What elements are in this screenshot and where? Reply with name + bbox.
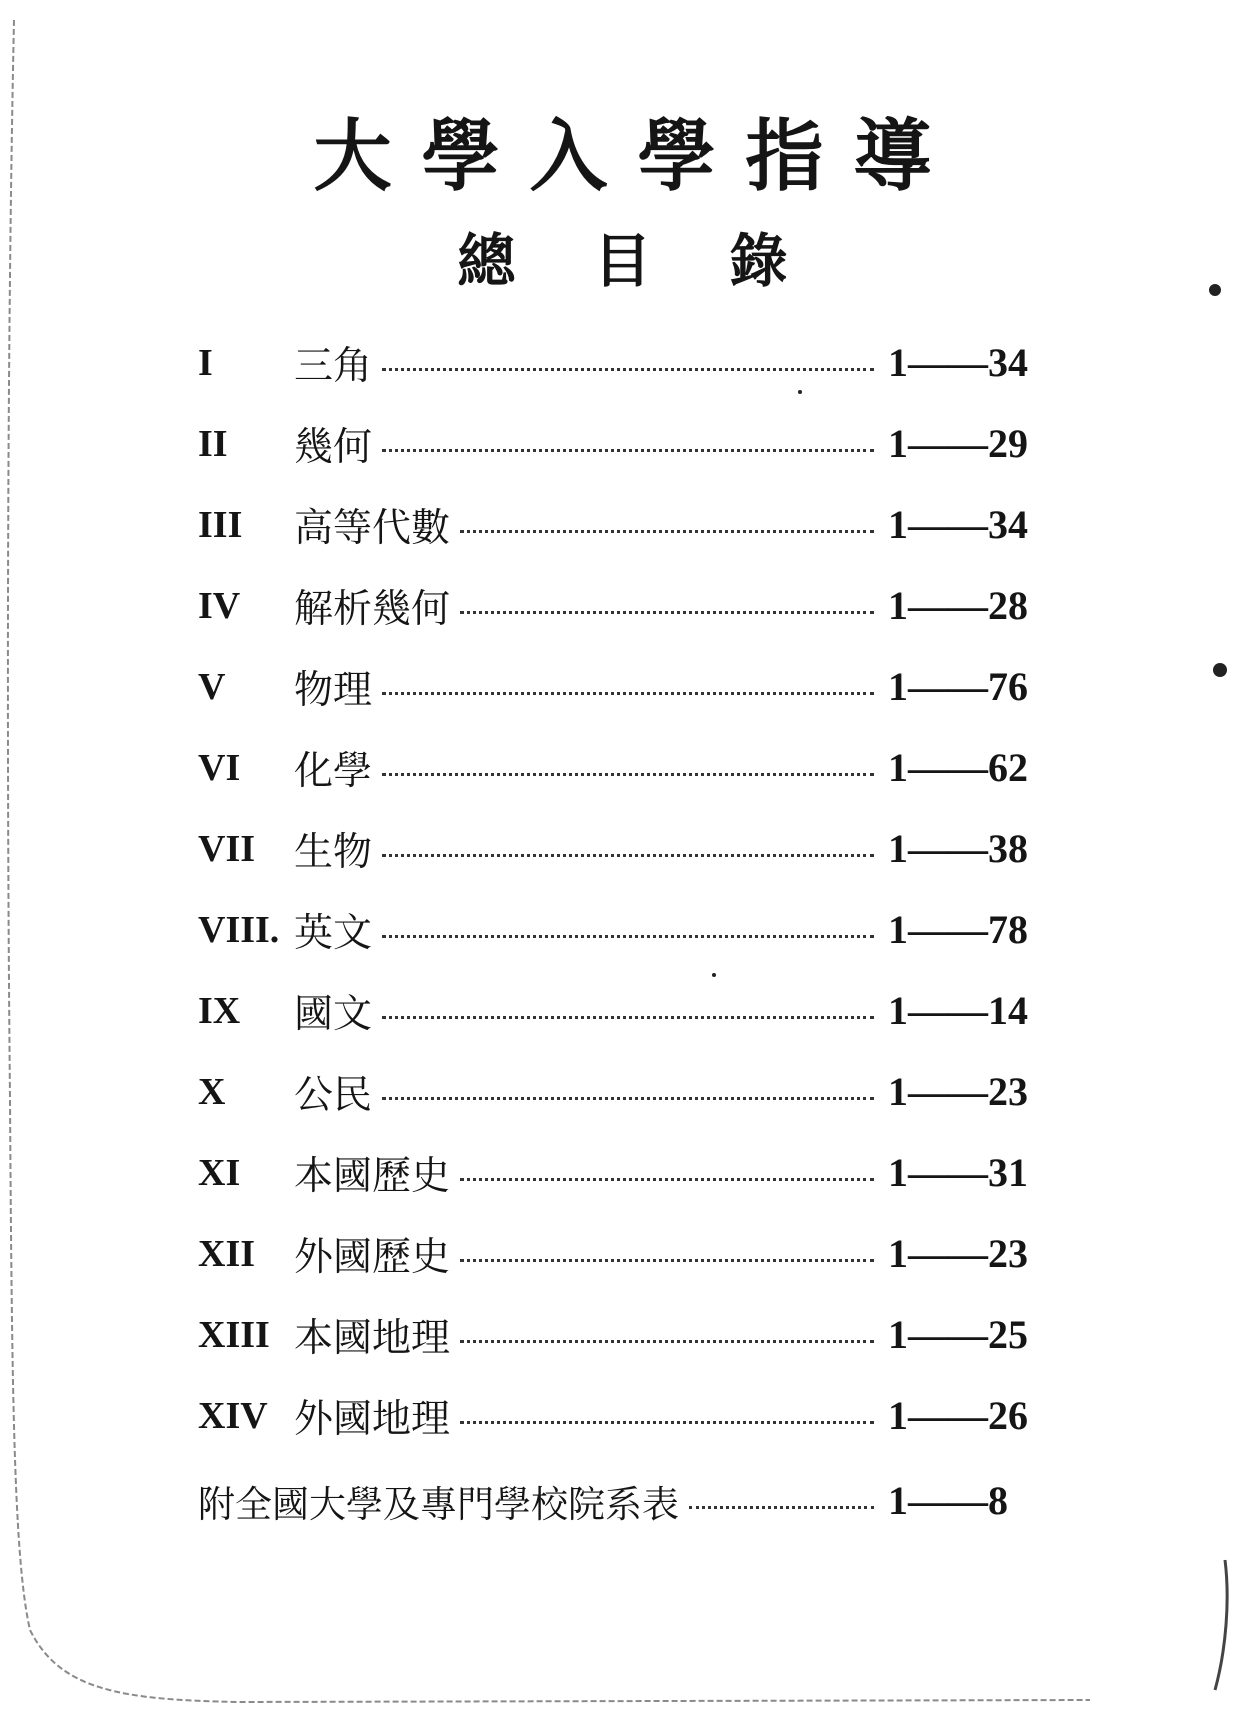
dot-leader bbox=[382, 449, 874, 452]
chapter-subject: 本國歷史 bbox=[294, 1153, 451, 1199]
book-title: 大學入學指導 bbox=[313, 112, 962, 202]
page-range: 1——78 bbox=[888, 907, 1028, 952]
toc-heading: 總目錄 bbox=[457, 227, 866, 295]
dot-leader bbox=[460, 1421, 874, 1424]
chapter-subject: 本國地理 bbox=[294, 1315, 451, 1361]
page-range: 1——23 bbox=[888, 1231, 1028, 1276]
appendix-page-range: 1——8 bbox=[888, 1478, 1008, 1523]
chapter-numeral: XIII bbox=[198, 1313, 270, 1356]
chapter-numeral: I bbox=[198, 341, 213, 384]
dot-leader bbox=[460, 611, 874, 614]
dot-leader bbox=[382, 1097, 874, 1100]
toc-row bbox=[198, 484, 1028, 565]
dot-leader bbox=[460, 1259, 874, 1262]
page-range: 1——25 bbox=[888, 1312, 1028, 1357]
chapter-subject: 生物 bbox=[294, 829, 373, 875]
chapter-subject: 英文 bbox=[294, 910, 373, 956]
page-range: 1——76 bbox=[888, 664, 1028, 709]
chapter-subject: 解析幾何 bbox=[294, 586, 451, 632]
chapter-numeral: VI bbox=[198, 746, 241, 789]
toc-row bbox=[198, 1132, 1028, 1213]
table-of-contents bbox=[198, 322, 1028, 1456]
chapter-numeral: IX bbox=[198, 989, 241, 1032]
dot-leader bbox=[460, 1340, 874, 1343]
page-range: 1——31 bbox=[888, 1150, 1028, 1195]
page-range: 1——62 bbox=[888, 745, 1028, 790]
dot-leader bbox=[382, 1016, 874, 1019]
dot-leader bbox=[382, 854, 874, 857]
chapter-subject: 幾何 bbox=[294, 424, 373, 470]
chapter-subject: 外國歷史 bbox=[294, 1234, 451, 1280]
page-range: 1——34 bbox=[888, 340, 1028, 385]
dot-leader bbox=[382, 692, 874, 695]
chapter-subject: 物理 bbox=[294, 667, 373, 713]
toc-row bbox=[198, 970, 1028, 1051]
dot-leader bbox=[382, 935, 874, 938]
chapter-numeral: II bbox=[198, 422, 228, 465]
toc-row bbox=[198, 1294, 1028, 1375]
appendix-row bbox=[198, 1460, 1028, 1541]
chapter-subject: 外國地理 bbox=[294, 1396, 451, 1442]
page-range: 1——38 bbox=[888, 826, 1028, 871]
dot-leader bbox=[460, 530, 874, 533]
toc-row bbox=[198, 727, 1028, 808]
chapter-numeral: VIII. bbox=[198, 908, 280, 951]
page-range: 1——29 bbox=[888, 421, 1028, 466]
chapter-subject: 三角 bbox=[294, 343, 373, 389]
toc-row bbox=[198, 1375, 1028, 1456]
chapter-numeral: III bbox=[198, 503, 243, 546]
chapter-numeral: IV bbox=[198, 584, 241, 627]
chapter-subject: 公民 bbox=[294, 1072, 373, 1118]
toc-row bbox=[198, 1051, 1028, 1132]
page-range: 1——23 bbox=[888, 1069, 1028, 1114]
chapter-numeral: X bbox=[198, 1070, 226, 1113]
toc-row bbox=[198, 565, 1028, 646]
toc-row bbox=[198, 808, 1028, 889]
dot-leader bbox=[382, 773, 874, 776]
page-range: 1——28 bbox=[888, 583, 1028, 628]
toc-row bbox=[198, 1213, 1028, 1294]
toc-row bbox=[198, 322, 1028, 403]
toc-row bbox=[198, 889, 1028, 970]
chapter-subject: 國文 bbox=[294, 991, 373, 1037]
chapter-numeral: XIV bbox=[198, 1394, 268, 1437]
dot-leader bbox=[460, 1178, 874, 1181]
chapter-numeral: V bbox=[198, 665, 226, 708]
dot-leader bbox=[382, 368, 874, 371]
page-range: 1——14 bbox=[888, 988, 1028, 1033]
toc-row bbox=[198, 403, 1028, 484]
chapter-numeral: XII bbox=[198, 1232, 256, 1275]
chapter-subject: 化學 bbox=[294, 748, 373, 794]
page-range: 1——26 bbox=[888, 1393, 1028, 1438]
toc-row bbox=[198, 646, 1028, 727]
dot-leader bbox=[689, 1506, 874, 1509]
chapter-subject: 高等代數 bbox=[294, 505, 451, 551]
chapter-numeral: XI bbox=[198, 1151, 241, 1194]
appendix-label: 附全國大學及專門學校院系表 bbox=[198, 1482, 679, 1526]
chapter-numeral: VII bbox=[198, 827, 256, 870]
page-range: 1——34 bbox=[888, 502, 1028, 547]
